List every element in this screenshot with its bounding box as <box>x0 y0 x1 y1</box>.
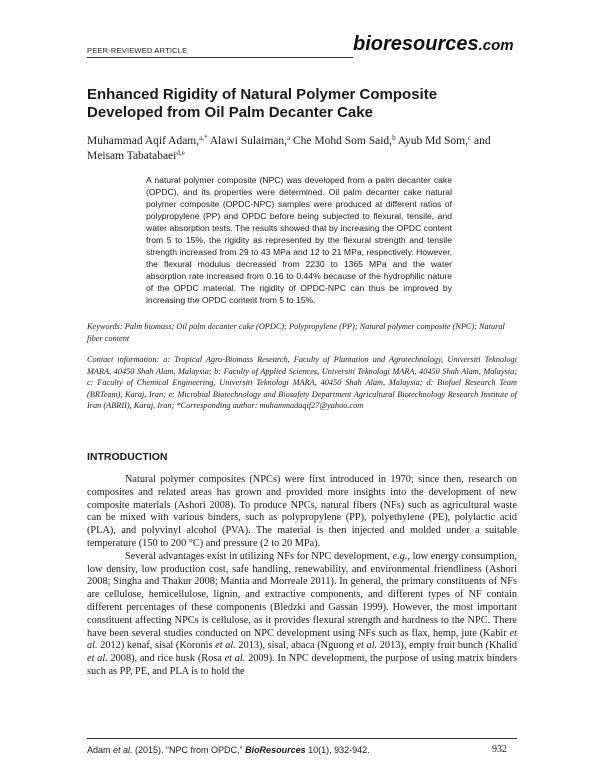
author-and: and <box>471 135 491 147</box>
text-run: 2013), empty fruit bunch (Khalid <box>377 640 517 652</box>
text-run: 2013), sisal, abaca (Nguong <box>235 640 357 652</box>
peer-reviewed-label: PEER-REVIEWED ARTICLE <box>87 46 188 55</box>
text-run-italic: et al. <box>224 653 246 665</box>
author-1: Muhammad Aqif Adam, <box>87 135 200 147</box>
section-heading-introduction: INTRODUCTION <box>87 451 168 463</box>
page-number: 932 <box>492 744 507 755</box>
intro-paragraph-1: Natural polymer composites (NPCs) were first introduced in 1970; since then, research on composites and related areas has grown and provided more insights into the development of new composite materials (Ashori 2008). To produce NPCs, natural fibers (NFs) such as agricultural waste can be mixed with various binders, such as polypropylene (PP), polyethylene (PE), polylactic acid (PLA), and polyvinyl alcohol (PVA). The material is then injected and molded under a suitable temperature (150 to 200 °C) and pressure (2 to 20 MPa). <box>87 474 517 549</box>
author-5-affil: d,e <box>176 148 185 157</box>
brand-suffix: .com <box>478 37 514 54</box>
abstract: A natural polymer composite (NPC) was developed from a palm decanter cake (OPDC), and its properties were determined. Oil palm decanter cake natural polymer composite (OPDC-NPC) samples were produced at different ratios of polypropylene (PP) and OPDC before being subjected to flexural, tensile, and water absorption tests. The results showed that by increasing the OPDC content from 5 to 15%, the rigidity as represented by the flexural strength and tensile strength increased from 29 to 43 MPa and 12 to 21 MPa, respectively. However, the flexural modulus decreased from 2230 to 1365 MPa and the water absorption rate increased from 0.16 to 0.44% because of the hydrophilic nature of the OPDC material. The rigidity of OPDC-NPC can thus be improved by increasing the OPDC content from 5 to 15%. <box>146 175 452 305</box>
contact-information: Contact information: a: Tropical Agro-Biomass Research, Faculty of Plantation and Agrotechnology, Universiti Teknologi MARA, 40450 Shah Alam, Malaysia; b: Faculty of Applied Sciences, Universiti Teknologi MARA, 40450 Shah Alam, Malaysia; c: Faculty of Chemical Engineering, Universiti Teknologi MARA, 40450 Shah Alam, Malaysia; d: Biofuel Research Team (BRTeam), Karaj, Iran; e: Microbial Biotechnology and Biosafety Department Agricultural Biotechnology Research Institute of Iran (ABRII), Karaj, Iran; *Corresponding author: muhammadaqif27@yahoo.com <box>87 355 517 410</box>
cite-journal: BioResources <box>245 745 306 755</box>
introduction-body <box>87 474 517 679</box>
footer-rule <box>87 738 517 739</box>
author-3: Che Mohd Som Said, <box>290 135 393 147</box>
author-2-affil: a <box>287 134 291 142</box>
author-4-affil: c <box>468 134 472 142</box>
cite-volume: 10(1), 932-942. <box>305 745 370 755</box>
author-5: Meisam Tabatabaei <box>87 149 177 162</box>
author-3-affil: b <box>392 134 396 142</box>
author-2: Alawi Sulaiman, <box>207 135 288 147</box>
text-run-italic: e.g. <box>392 550 408 562</box>
text-run-italic: et al. <box>215 640 236 652</box>
title-line-2: Developed from Oil Palm Decanter Cake <box>87 104 373 121</box>
text-run: Several advantages exist in utilizing NFs for NPC development, <box>125 550 393 562</box>
author-1-affil: a,* <box>199 134 208 142</box>
author-4: Ayub Md Som, <box>395 135 468 147</box>
text-run: 2012) kenaf, sisal (Koronis <box>97 640 216 652</box>
article-title <box>87 86 507 122</box>
text-run-italic: et al. <box>356 640 378 652</box>
text-run: 2008), and rice husk (Rosa <box>107 653 225 665</box>
journal-brand[interactable] <box>353 33 514 56</box>
intro-paragraph-2 <box>87 551 517 679</box>
author-list <box>87 134 517 163</box>
cite-author: Adam <box>87 745 114 755</box>
cite-title: (2015). “NPC from OPDC,” <box>132 745 246 755</box>
title-line-1: Enhanced Rigidity of Natural Polymer Composite <box>87 86 438 103</box>
header-rule <box>87 57 353 58</box>
cite-etal: et al. <box>113 745 133 755</box>
footer-citation <box>87 745 370 755</box>
text-run-italic: et al. <box>87 627 517 652</box>
keywords: Keywords: Palm biomass; Oil palm decanter cake (OPDC); Polypropylene (PP); Natural polymer composite (NPC); Natural fiber content <box>87 322 505 343</box>
text-run: 2009). In NPC development, the purpose of using matrix binders such as PP, PE, and PLA is to hold the <box>87 653 518 677</box>
text-run: , low energy consumption, low density, low production cost, safe handling, renewability, and environmental friendliness (Ashori 2008; Singha and Thakur 2008; Mantia and Morreale 2011). In general, the primary constituents of NFs are cellulose, hemicellulose, lignin, and extractive components, and different types of NF contain different percentages of these components (Bledzki and Gassan 1999). However, the most important constituent affecting NPCs is cellulose, as it provides flexural strength and hardness to the NPC. There have been several studies conducted on NPC development using NFs such as flax, hemp, jute (Kabir <box>87 550 517 639</box>
text-run-italic: et al. <box>87 653 108 665</box>
brand-name: bioresources <box>353 33 479 55</box>
